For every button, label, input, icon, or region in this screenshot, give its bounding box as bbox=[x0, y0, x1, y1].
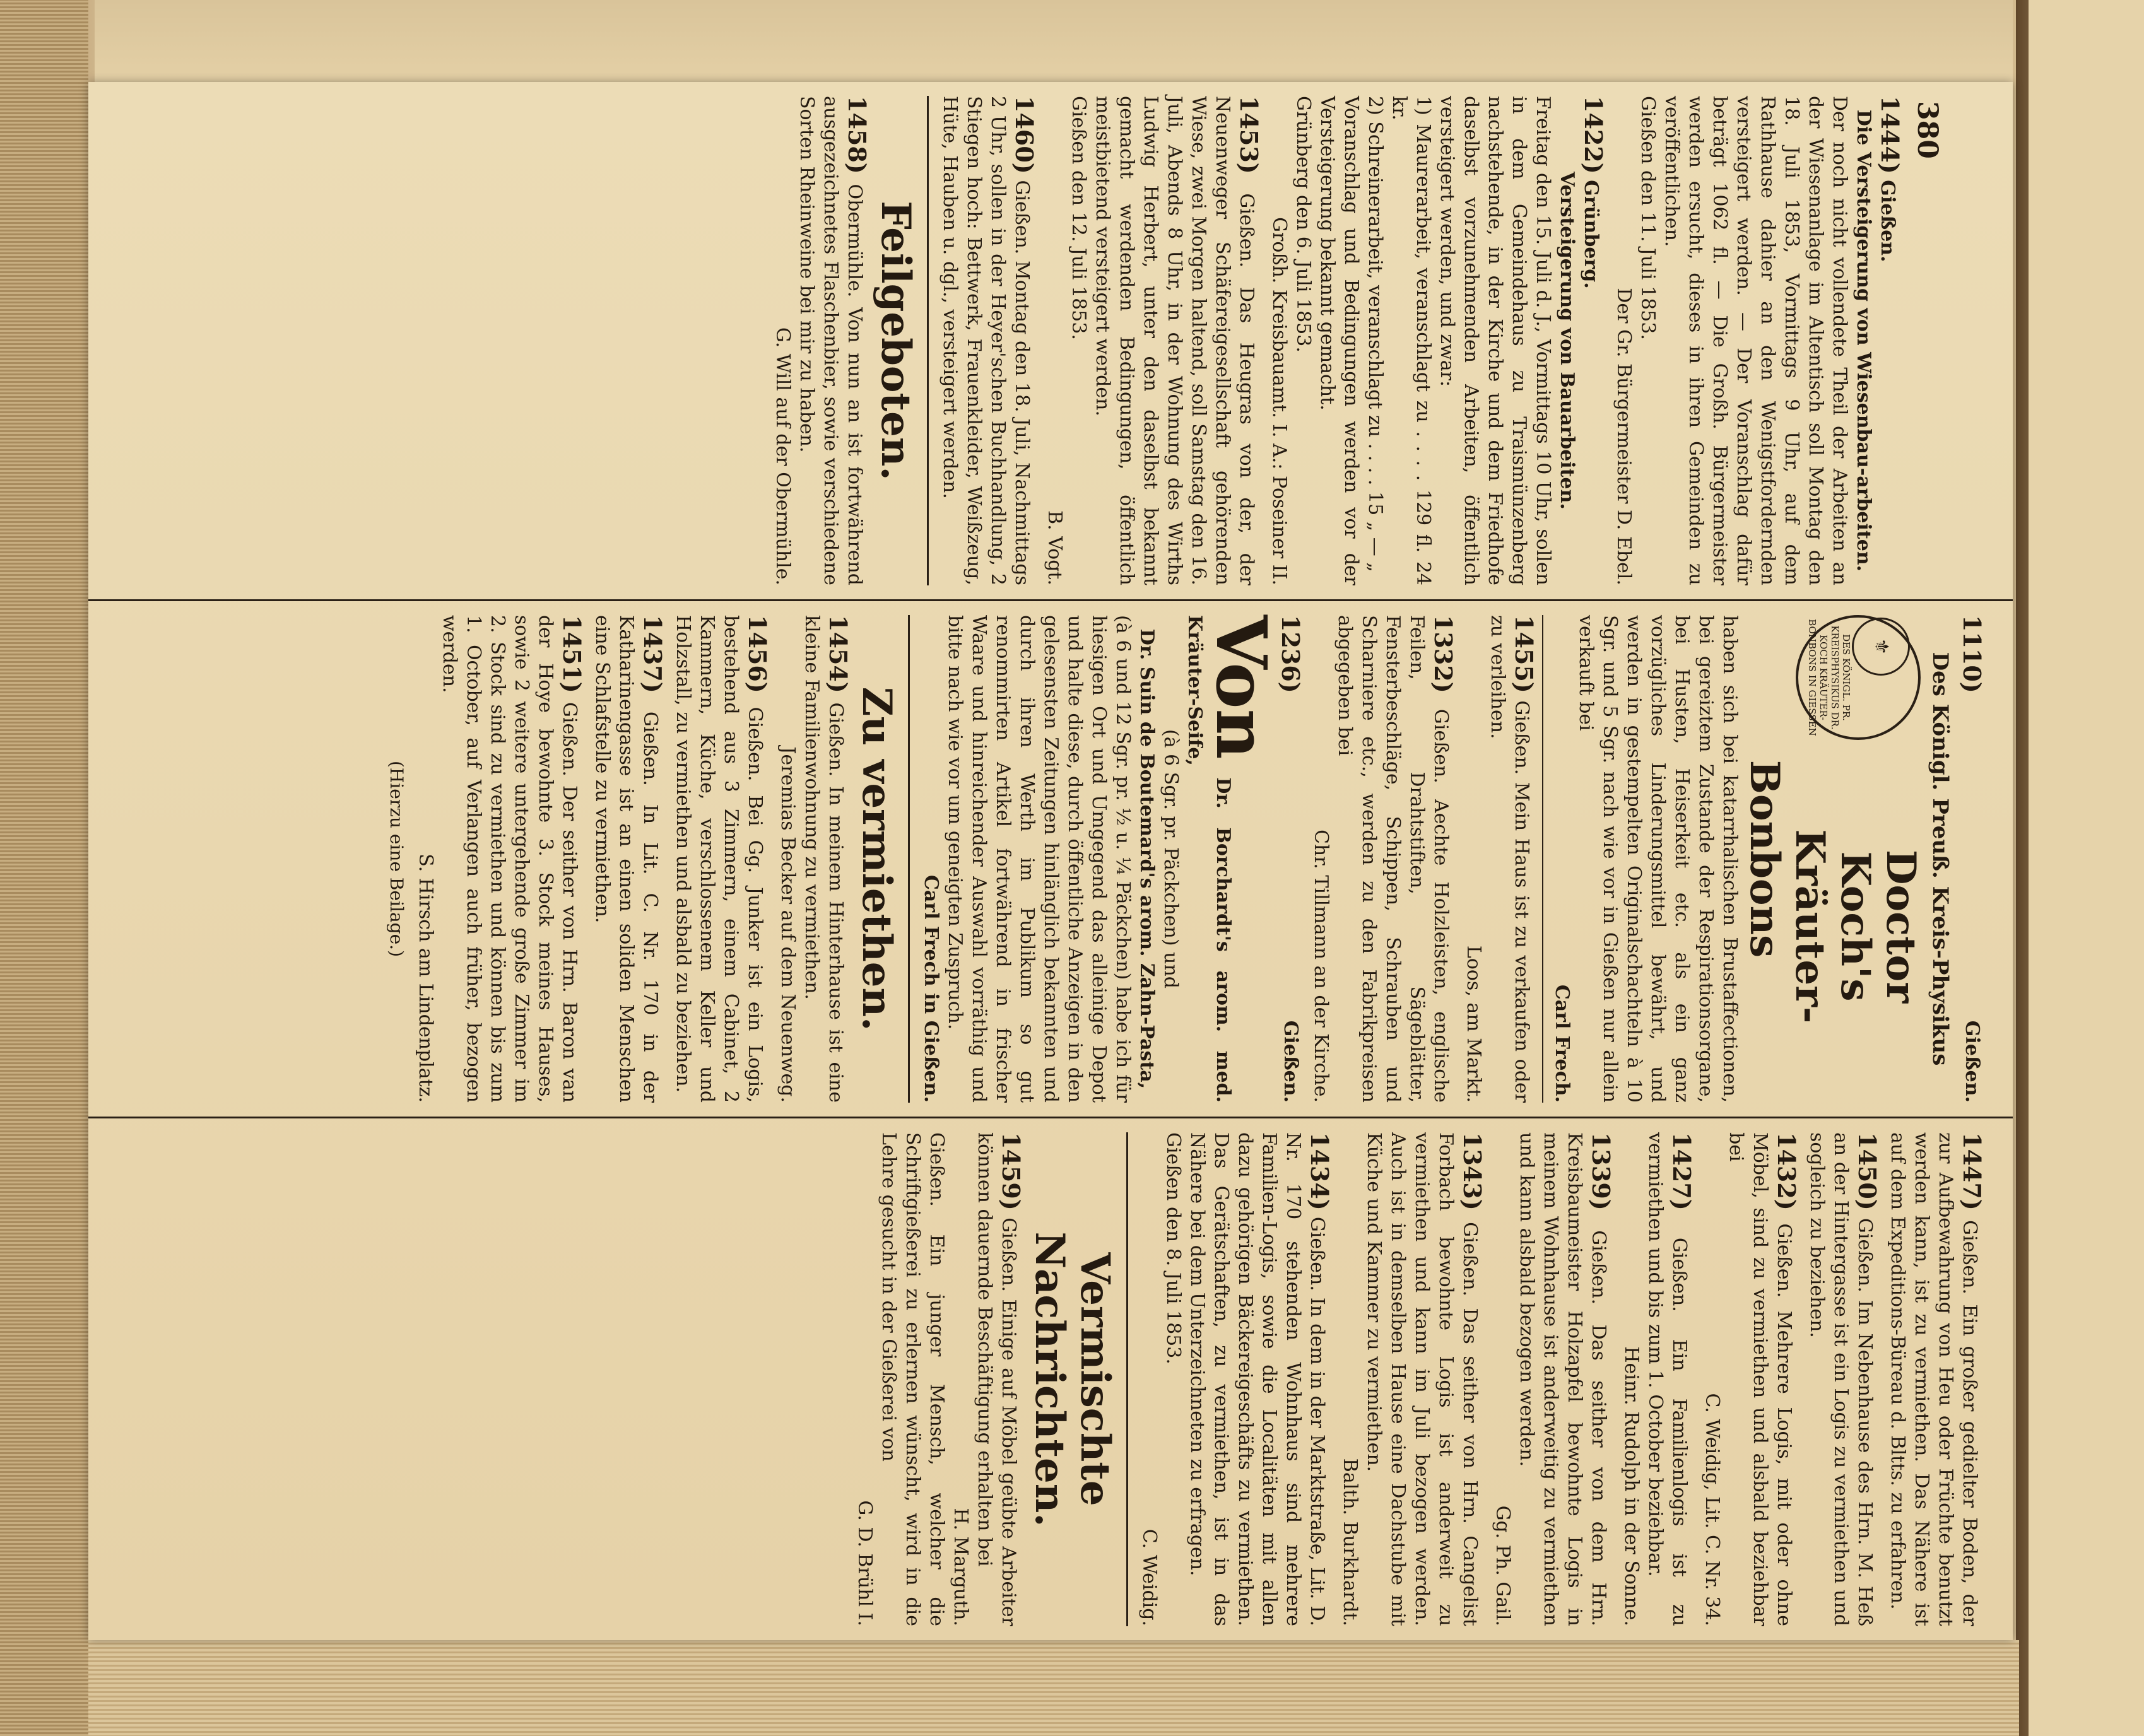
ad-signature: C. Weidig. bbox=[1138, 1528, 1160, 1626]
ad-date: Grünberg den 6. Juli 1853. bbox=[1292, 96, 1314, 353]
ad-item: 2) Schreinerarbeit, veranschlagt zu . . . . 15 „ — „ bbox=[1364, 96, 1386, 572]
ad-1343 bbox=[1338, 1132, 1487, 1626]
ad-1432 bbox=[1700, 1132, 1801, 1626]
ad-number: 1110) bbox=[1958, 615, 1986, 693]
ad-number: 1332) bbox=[1429, 615, 1458, 693]
product-name: Dr. Borchardt's arom. med. Kräuter-Seife, bbox=[1184, 615, 1234, 1103]
seal-stamp bbox=[1796, 615, 1921, 740]
ad-body: haben sich bei katarrhalischen Brustaffectionen, bei gereiztem Zustande der Respirationsorgane, bei Husten, Heiserkeit etc. als ein ganz vorzügliches Linderungsmittel bewährt, und werden in gestempelten Originalschachteln à 10 Sgr. und 5 Sgr. nach wie vor in Gießen nur allein verkauft bei bbox=[1575, 615, 1741, 1103]
ad-1451 bbox=[413, 615, 584, 1103]
ad-body: Gießen. Der seither von Hrn. Baron van der Hoye bewohnte 3. Stock meines Hauses, sowie 2 weitere untergehende große Zimmer im 2. Stock sind zu vermiethen und können bis zum 1. October, auf Verlangen auch früher, bezogen werden. bbox=[439, 615, 580, 1103]
ad-1437 bbox=[590, 615, 667, 1103]
ad-number: 1437) bbox=[639, 615, 667, 693]
section-title-feilgeboten: Feilgeboten. bbox=[872, 201, 919, 481]
ad-body: Gießen. Im Nebenhause des Hrn. M. Heß an der Hintergasse ist ein Logis zu vermiethen und sogleich zu beziehen. bbox=[1806, 1132, 1876, 1626]
ad-1444 bbox=[1611, 96, 1902, 585]
ad-number: 1459) bbox=[997, 1132, 1025, 1211]
headline-bonbons: Bonbons bbox=[1741, 760, 1788, 958]
ad-number: 1427) bbox=[1668, 1132, 1696, 1211]
ad-body: Voranschlag und Bedingungen werden vor der Versteigerung bekannt gemacht. bbox=[1316, 96, 1362, 585]
ad-1447 bbox=[1885, 1132, 1984, 1626]
headline-part: Des Königl. Preuß. bbox=[1928, 652, 1953, 879]
ad-1110 bbox=[1550, 615, 1984, 1103]
next-page-fragment bbox=[2029, 0, 2144, 1736]
ad-item: 1) Maurerarbeit, veranschlagt zu . . . . 129 fl. 24 kr. bbox=[1388, 96, 1434, 585]
section-rule bbox=[927, 96, 929, 585]
ad-body: Gießen. Montag den 18. Juli, Nachmittags 2 Uhr, sollen in der Heyer'schen Buchhandlung, 2 Stiegen hoch: Bettwerk, Frauenkleider, Weißzeug, Hüte, Hauben u. dgl., versteigert werden. bbox=[939, 96, 1033, 585]
ad-number: 1454) bbox=[824, 615, 852, 693]
ad-number: 1432) bbox=[1772, 1132, 1801, 1211]
ad-signature: C. Weidig, Lit. C. Nr. 34. bbox=[1701, 1393, 1723, 1626]
ad-signature: Der Gr. Bürgermeister D. Ebel. bbox=[1613, 288, 1635, 585]
ad-signature: G. D. Brühl I. bbox=[854, 1500, 876, 1626]
previous-page-edge bbox=[95, 0, 2013, 82]
section-rule bbox=[1126, 1132, 1128, 1626]
headline-kraeuter: Kräuter- bbox=[1786, 829, 1834, 1024]
page-number: 380 bbox=[1911, 101, 1943, 159]
section-title-vermischte: Vermischte Nachrichten. bbox=[1026, 1231, 1119, 1527]
ad-number: 1450) bbox=[1853, 1132, 1882, 1211]
ad-title: Versteigerung von Bauarbeiten. bbox=[1556, 172, 1578, 510]
ad-signature: B. Vogt. bbox=[1044, 510, 1066, 585]
column-1 bbox=[88, 82, 2013, 599]
ad-body: Gießen. In Lit. C. Nr. 170 in der Katharinengasse ist an einen soliden Menschen eine Schlafstelle zu vermiethen. bbox=[591, 615, 661, 1103]
ad-body: Gießen. Bei Gg. Junker ist ein Logis, bestehend aus 3 Zimmern, einem Cabinet, 2 Kammern, Küche, verschlossenem Keller und Holzstall, zu vermiethen und alsbald zu beziehen. bbox=[672, 615, 766, 1103]
ad-signature: Großh. Kreisbauamt. I. A.: Poseiner II. bbox=[1268, 217, 1290, 585]
ad-body: Gießen. Mein Haus ist zu verkaufen oder zu verleihen. bbox=[1487, 615, 1533, 1103]
ad-number: 1422) bbox=[1579, 96, 1608, 174]
section-rule bbox=[908, 615, 910, 1103]
ad-body: Der noch nicht vollendete Theil der Arbeiten an der Wiesenanlage im Altentisch soll Montag den 18. Juli 1853, Vormittags 9 Uhr, auf dem Rathhause dahier an den Wenigstfordernden versteigert werden. — Der Voranschlag dafür beträgt 1062 fl. — Die Großh. Bürgermeister werden ersucht, dieses in ihren Gemeinden zu veröffentlichen. bbox=[1661, 96, 1851, 585]
ad-number: 1458) bbox=[843, 96, 871, 174]
ad-1453 bbox=[1042, 96, 1261, 585]
ad-date: Gießen den 11. Juli 1853. bbox=[1637, 96, 1659, 340]
ad-number: 1339) bbox=[1587, 1132, 1615, 1211]
ad-number: 1447) bbox=[1958, 1132, 1986, 1211]
ad-date: Gießen den 12. Juli 1853. bbox=[1068, 96, 1090, 340]
ad-signature: Balth. Burkhardt. bbox=[1339, 1458, 1361, 1626]
ad-place: Grünberg. bbox=[1580, 180, 1602, 289]
ad-signature: S. Hirsch am Lindenplatz. bbox=[415, 853, 437, 1103]
ad-signature: Gg. Ph. Gail. bbox=[1492, 1505, 1514, 1626]
ad-body: Gießen. Ein junger Mensch, welcher die Schriftgießerei zu erlernen wünscht, wird in die Lehre gesucht in der Gießerei von bbox=[878, 1132, 948, 1626]
headline-part: Kreis-Physikus bbox=[1928, 886, 1953, 1066]
ad-number: 1460) bbox=[1010, 96, 1039, 174]
ad-1434 bbox=[1137, 1132, 1334, 1626]
ad-body: Gießen. Aechte Holzleisten, englische Feilen, Drahtstiften, Sägeblätter, Fensterbeschläge, Schippen, Schrauben und Scharniere etc., werden zu den Fabrikpreisen abgegeben bei bbox=[1334, 615, 1452, 1103]
ad-body: Gießen. Das seither von Hrn. Cangelist Forbach bewohnte Logis ist anderweit zu vermiethen und kann im Juli bezogen werden. Auch ist in demselben Hause eine Dachstube mit Küche und Kammer zu vermiethen. bbox=[1363, 1132, 1481, 1626]
ad-number: 1456) bbox=[743, 615, 772, 693]
ad-signature: Carl Frech in Gießen. bbox=[920, 874, 942, 1103]
product-price: (à 6 Sgr. pr. Päckchen) und bbox=[1160, 729, 1182, 988]
column-2 bbox=[88, 599, 2013, 1117]
ad-body: Freitag den 15. Juli d. J., Vormittags 10 Uhr, sollen in dem Gemeindehaus zu Traismünzenberg nachstehende, in der Kirche und dem Friedhofe daselbst vorzunehmenden Arbeiten, öffentlich versteigert werden, und zwar: bbox=[1436, 96, 1554, 585]
ad-1427 bbox=[1619, 1132, 1696, 1626]
ad-date: Gießen den 8. Juli 1853. bbox=[1162, 1132, 1184, 1364]
section-title-vermiethen: Zu vermiethen. bbox=[853, 686, 900, 1031]
ad-body: Gießen. Das Heugras von der, der Neuenweger Schäfereigesellschaft gehörenden Wiese, zwei Morgen haltend, soll Samstag den 16. Juli, Abends 8 Uhr, in der Wohnung des Wirths Ludwig Herbert, unter den daselbst bekannt gemacht werdenden Bedingungen, öffentlich meistbietend versteigert werden. bbox=[1092, 96, 1258, 585]
ad-1454 bbox=[775, 615, 850, 1103]
ad-signature: H. Marguth. bbox=[950, 1508, 972, 1626]
ad-signature: Jeremias Becker auf dem Neuenweg. bbox=[777, 746, 799, 1103]
divider bbox=[1542, 615, 1543, 1103]
ad-body: Obermühle. Von nun an ist fortwährend ausgezeichnetes Flaschenbier, sowie verschiedene Sorten Rheinweine bei mir zu haben. bbox=[796, 96, 866, 585]
ad-number: 1451) bbox=[558, 615, 586, 693]
seal-text: DES KÖNIGL. PR. KREISPHYSIKUS DR. KOCH KRÄUTER-BONBONS IN GIESSEN bbox=[1806, 619, 1852, 736]
ad-place: Gießen. bbox=[1876, 180, 1899, 262]
headline-koch: Koch's bbox=[1832, 851, 1879, 1002]
supplement-note: (Hierzu eine Beilage.) bbox=[386, 760, 407, 958]
headline-von: Von bbox=[1201, 615, 1282, 760]
ad-1455 bbox=[1461, 615, 1536, 1103]
ad-body: (à 6 und 12 Sgr. pr. ½ u. ¼ Päckchen) habe ich für hiesigen Ort und Umgegend das alleinige Depot und halte diese, durch öffentliche Anzeigen in den gelesensten Zeitungen hinlänglich bekannten und durch ihren Werth im Publikum so gut renommirten Artikel fortwährend in frischer Waare und hinreichender Auswahl vorräthig und bitte nach wie vor um geneigten Zuspruch. bbox=[944, 615, 1134, 1103]
ad-place: Gießen. bbox=[1961, 1020, 1983, 1103]
column-3 bbox=[88, 1117, 2013, 1640]
ad-number: 1434) bbox=[1305, 1132, 1334, 1211]
ad-1450 bbox=[1805, 1132, 1882, 1626]
ad-1459 bbox=[852, 1132, 1023, 1626]
ad-body: Gießen. Ein Familienlogis ist zu vermiethen und bis zum 1. October beziehbar. bbox=[1644, 1132, 1690, 1626]
ad-body: Gießen. Einige auf Möbel geübte Arbeiter können dauernde Beschäftigung erhalten bei bbox=[974, 1132, 1020, 1626]
ad-signature: Loos, am Markt. bbox=[1463, 945, 1485, 1103]
page-stack-edge bbox=[0, 0, 88, 1736]
ad-body: Gießen. Das seither von dem Hrn. Kreisbaumeister Holzapfel bewohnte Logis in meinem Wohnhause ist anderweitig zu vermiethen und kann alsbald bezogen werden. bbox=[1516, 1132, 1610, 1626]
ad-1332 bbox=[1309, 615, 1458, 1103]
ad-1458 bbox=[770, 96, 869, 585]
ad-title: Die Versteigerung von Wiesenbau-arbeiten. bbox=[1852, 109, 1875, 572]
page-stack-bottom bbox=[88, 1640, 2019, 1736]
ad-body: Gießen. Ein großer gedielter Boden, der zur Aufbewahrung von Heu oder Früchte benutzt werden kann, ist zu vermiethen. Das Nähere ist auf dem Expeditions-Büreau d. Bltts. zu erfahren. bbox=[1887, 1132, 1981, 1626]
ad-1339 bbox=[1490, 1132, 1613, 1626]
ad-number: 1444) bbox=[1876, 96, 1904, 174]
ad-number: 1455) bbox=[1510, 615, 1538, 693]
ad-headline bbox=[1928, 615, 1952, 1103]
ad-1460 bbox=[938, 96, 1039, 585]
rotated-print-area bbox=[88, 82, 2013, 1640]
ad-signature: Chr. Tillmann an der Kirche. bbox=[1310, 829, 1332, 1103]
ad-body: Gießen. In meinem Hinterhause ist eine kleine Familienwohnung zu vermiethen. bbox=[801, 615, 847, 1103]
ad-number: 1343) bbox=[1458, 1132, 1487, 1211]
ad-1422 bbox=[1267, 96, 1608, 585]
ad-number: 1236) bbox=[1276, 615, 1305, 693]
ad-place: Gießen. bbox=[1280, 1020, 1302, 1103]
seal-center-icon: ⚜ bbox=[1852, 618, 1910, 676]
product-name: Dr. Suin de Boutemard's arom. Zahn-Pasta, bbox=[1136, 628, 1158, 1089]
ad-signature: Carl Frech. bbox=[1551, 984, 1573, 1103]
ad-number: 1453) bbox=[1235, 96, 1263, 174]
ad-body: Gießen. Mehrere Logis, mit oder ohne Möbel, sind zu vermiethen und alsbald beziehbar bei bbox=[1725, 1132, 1795, 1626]
ad-1456 bbox=[671, 615, 772, 1103]
ad-1236 bbox=[919, 615, 1305, 1103]
ad-signature: G. Will auf der Obermühle. bbox=[772, 327, 794, 585]
ad-signature: Heinr. Rudolph in der Sonne. bbox=[1620, 1346, 1642, 1626]
ad-headline bbox=[1182, 615, 1282, 1103]
ad-body: Gießen. In dem in der Marktstraße, Lit. D. Nr. 170 stehenden Wohnhaus sind mehrere Familien-Logis, sowie die Localitäten mit allen dazu gehörigen Bäckereigeschäfts zu vermiethen. Das Gerätschaften, zu vermiethen, ist in das Nähere bei dem Unterzeichneten zu erfragen. bbox=[1186, 1132, 1328, 1626]
headline-doctor: Doctor bbox=[1877, 849, 1924, 1004]
